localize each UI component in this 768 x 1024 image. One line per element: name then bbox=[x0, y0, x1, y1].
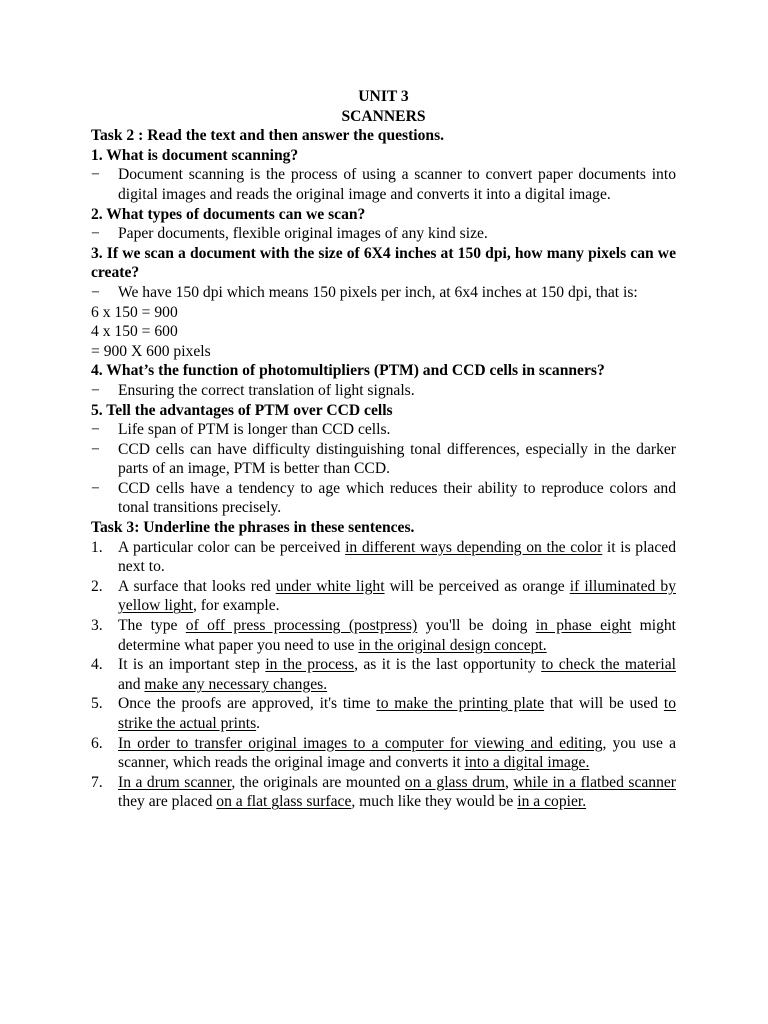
answer-5-2: − CCD cells can have difficulty distinguishing tonal differences, especially in the darker parts of an image, PTM is better than CCD. bbox=[91, 440, 676, 478]
question-2: 2. What types of documents can we scan? bbox=[91, 205, 366, 223]
sentence-text: , the originals are mounted bbox=[231, 773, 405, 791]
underlined-phrase: in different ways depending on the color bbox=[345, 538, 603, 556]
answer-3: − We have 150 dpi which means 150 pixels per inch, at 6x4 inches at 150 dpi, that is: bbox=[91, 283, 638, 301]
underlined-phrase: In order to transfer original images to a computer for viewing and editing bbox=[118, 734, 603, 752]
underlined-phrase: to strike the actual prints bbox=[118, 695, 676, 732]
item-number: 2. bbox=[91, 577, 103, 595]
item-number: 1. bbox=[91, 538, 103, 556]
sentence-text: A particular color can be perceived bbox=[118, 538, 346, 556]
sentence-text: Once the proofs are approved, it's time bbox=[118, 695, 377, 713]
item-number: 4. bbox=[91, 656, 103, 674]
underlined-phrase: into a digital image. bbox=[464, 754, 590, 772]
underlined-phrase: on a glass drum bbox=[404, 773, 506, 791]
task3-item bbox=[91, 577, 676, 616]
underlined-phrase: In a drum scanner bbox=[118, 773, 232, 791]
task3-item bbox=[91, 694, 676, 733]
dash-bullet: − bbox=[91, 166, 100, 184]
sentence-text: they are placed bbox=[118, 793, 217, 811]
dash-bullet: − bbox=[91, 440, 100, 458]
question-4: 4. What’s the function of photomultipliers (PTM) and CCD cells in scanners? bbox=[91, 362, 605, 380]
underlined-phrase: to make the printing plate bbox=[376, 695, 545, 713]
sentence-text: , bbox=[505, 773, 514, 791]
underlined-phrase: in the original design concept. bbox=[358, 636, 547, 654]
underlined-phrase: under white light bbox=[275, 577, 385, 595]
question-1: 1. What is document scanning? bbox=[91, 146, 299, 164]
sentence-text: might determine what paper you need to use bbox=[118, 617, 677, 654]
question-3: 3. If we scan a document with the size of 6X4 inches at 150 dpi, how many pixels can we create? bbox=[91, 244, 676, 282]
underlined-phrase: in phase eight bbox=[535, 617, 632, 635]
sentence-text: The type bbox=[118, 617, 186, 635]
sentence-text: you'll be doing bbox=[417, 617, 536, 635]
answer-1: − Document scanning is the process of using a scanner to convert paper documents into digital images and reads the original image and converts it into a digital image. bbox=[91, 166, 676, 203]
sentence-text: A surface that looks red bbox=[118, 577, 276, 595]
underlined-phrase: if illuminated by yellow light bbox=[118, 577, 676, 615]
underlined-phrase: while in a flatbed scanner bbox=[513, 773, 677, 791]
dash-bullet: − bbox=[91, 381, 100, 399]
item-number: 5. bbox=[91, 695, 103, 713]
sentence-text: It is an important step bbox=[118, 656, 266, 674]
underlined-phrase: make any necessary changes. bbox=[144, 675, 328, 693]
sentence-text: that will be used bbox=[544, 695, 664, 713]
task3-heading: Task 3: Underline the phrases in these sentences. bbox=[91, 519, 415, 537]
dash-bullet: − bbox=[91, 283, 100, 301]
item-number: 6. bbox=[91, 734, 103, 752]
calc-line-3: = 900 X 600 pixels bbox=[91, 342, 211, 360]
underlined-phrase: in the process bbox=[265, 656, 355, 674]
task3-list bbox=[91, 538, 676, 812]
page-title: SCANNERS bbox=[341, 107, 426, 125]
task2-heading: Task 2 : Read the text and then answer the questions. bbox=[91, 127, 445, 145]
unit-label: UNIT 3 bbox=[358, 88, 409, 105]
answer-5-1: − Life span of PTM is longer than CCD cells. bbox=[91, 421, 391, 439]
underlined-phrase: on a flat glass surface bbox=[216, 793, 352, 811]
task3-item bbox=[91, 773, 676, 812]
answer-2: − Paper documents, flexible original images of any kind size. bbox=[91, 225, 488, 243]
sentence-text: , you use a scanner, which reads the original image and converts it bbox=[118, 734, 676, 772]
dash-bullet: − bbox=[91, 479, 100, 497]
answer-4: − Ensuring the correct translation of light signals. bbox=[91, 381, 415, 399]
answer-5-3: − CCD cells have a tendency to age which reduces their ability to reproduce colors and tonal transitions precisely. bbox=[91, 479, 676, 517]
task3-item bbox=[91, 538, 676, 577]
sentence-text: will be perceived as orange bbox=[384, 577, 570, 595]
item-number: 3. bbox=[91, 617, 103, 635]
question-5: 5. Tell the advantages of PTM over CCD cells bbox=[91, 401, 393, 419]
task3-item bbox=[91, 655, 676, 694]
dash-bullet: − bbox=[91, 225, 100, 243]
task3-item bbox=[91, 734, 676, 773]
item-number: 7. bbox=[91, 773, 103, 791]
underlined-phrase: to check the material bbox=[541, 656, 677, 674]
underlined-phrase: of off press processing (postpress) bbox=[185, 617, 418, 635]
dash-bullet: − bbox=[91, 421, 100, 439]
sentence-text: and bbox=[118, 675, 145, 693]
task3-item bbox=[91, 616, 676, 655]
calc-line-1: 6 x 150 = 900 bbox=[91, 303, 178, 321]
calc-line-2: 4 x 150 = 600 bbox=[91, 323, 178, 341]
sentence-text: , as it is the last opportunity bbox=[354, 656, 542, 674]
sentence-text: . bbox=[256, 715, 261, 732]
sentence-text: it is placed next to. bbox=[118, 538, 676, 576]
underlined-phrase: in a copier. bbox=[517, 793, 587, 811]
sentence-text: , much like they would be bbox=[351, 793, 518, 811]
sentence-text: , for example. bbox=[192, 597, 280, 615]
document-page bbox=[91, 87, 676, 812]
